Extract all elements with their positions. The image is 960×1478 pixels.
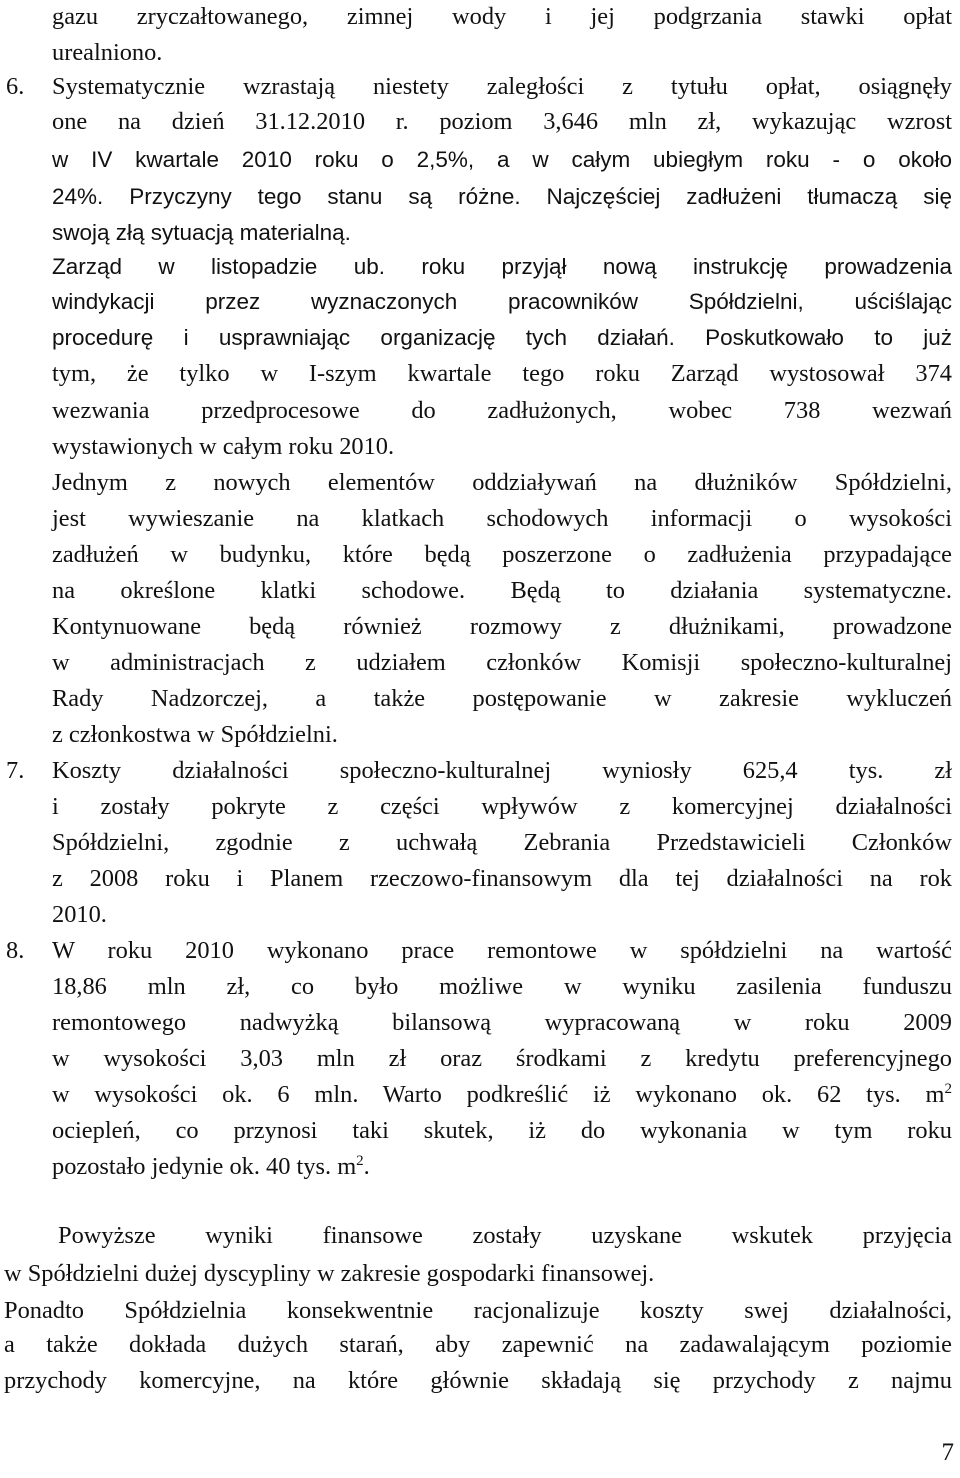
text-line: Koszty działalności społeczno-kulturalnej wyniosły 625,4 tys. zł: [52, 757, 952, 784]
text-line: Kontynuowane będą również rozmowy z dłużnikami, prowadzone: [52, 613, 952, 640]
text-line: Systematycznie wzrastają niestety zaległości z tytułu opłat, osiągnęły: [52, 73, 952, 100]
text-line: gazu zryczałtowanego, zimnej wody i jej podgrzania stawki opłat: [52, 3, 952, 30]
text-line: w administracjach z udziałem członków Komisji społeczno-kulturalnej: [52, 649, 952, 676]
text-line: w Spółdzielni dużej dyscypliny w zakresie gospodarki finansowej.: [4, 1260, 655, 1287]
text-line: w wysokości 3,03 mln zł oraz środkami z kredytu preferencyjnego: [52, 1045, 952, 1072]
superscript-two: 2: [356, 1153, 364, 1169]
text-line: z członkostwa w Spółdzielni.: [52, 721, 338, 748]
text-line: a także dokłada dużych starań, aby zapewnić na zadawalającym poziomie: [4, 1331, 952, 1358]
text-line: tym, że tylko w I-szym kwartale tego roku Zarząd wystosował 374: [52, 360, 952, 387]
superscript-two: 2: [944, 1081, 952, 1097]
text-line-content: w wysokości ok. 6 mln. Warto podkreślić iż wykonano ok. 62 tys. m: [52, 1081, 945, 1108]
text-line: i zostały pokryte z części wpływów z komercyjnej działalności: [52, 793, 952, 820]
text-line: wezwania przedprocesowe do zadłużonych, wobec 738 wezwań: [52, 397, 952, 424]
text-line-content: pozostało jedynie ok. 40 tys. m: [52, 1153, 357, 1180]
text-line: zadłużeń w budynku, które będą poszerzone o zadłużenia przypadające: [52, 541, 952, 568]
text-line: w IV kwartale 2010 roku o 2,5%, a w całym ubiegłym roku - o około: [52, 147, 952, 172]
sentence-end: .: [363, 1153, 370, 1180]
text-line: [52, 1078, 952, 1112]
text-line: remontowego nadwyżką bilansową wypracowaną w roku 2009: [52, 1009, 952, 1036]
text-line: one na dzień 31.12.2010 r. poziom 3,646 mln zł, wykazując wzrost: [52, 108, 952, 135]
text-line: procedurę i usprawniając organizację tych działań. Poskutkowało to już: [52, 325, 952, 350]
text-line: windykacji przez wyznaczonych pracowników Spółdzielni, uściślając: [52, 289, 952, 314]
text-line: ociepleń, co przynosi taki skutek, iż do wykonania w tym roku: [52, 1117, 952, 1144]
text-line: z 2008 roku i Planem rzeczowo-finansowym dla tej działalności na rok: [52, 865, 952, 892]
list-number: 8.: [6, 937, 25, 964]
text-line: Jednym z nowych elementów oddziaływań na dłużników Spółdzielni,: [52, 469, 952, 496]
text-line: urealniono.: [52, 39, 163, 66]
text-line: Spółdzielni, zgodnie z uchwałą Zebrania Przedstawicieli Członków: [52, 829, 952, 856]
list-number: 7.: [6, 757, 25, 784]
text-line: Ponadto Spółdzielnia konsekwentnie racjonalizuje koszty swej działalności,: [4, 1297, 952, 1324]
text-line: wystawionych w całym roku 2010.: [52, 433, 395, 460]
text-line: na określone klatki schodowe. Będą to działania systematyczne.: [52, 577, 952, 604]
text-line: 24%. Przyczyny tego stanu są różne. Najczęściej zadłużeni tłumaczą się: [52, 184, 952, 209]
page-number: 7: [941, 1439, 954, 1466]
text-line: jest wywieszanie na klatkach schodowych informacji o wysokości: [52, 505, 952, 532]
text-line: Powyższe wyniki finansowe zostały uzyskane wskutek przyjęcia: [58, 1222, 952, 1249]
text-line: swoją złą sytuacją materialną.: [52, 220, 351, 245]
text-line: 2010.: [52, 901, 107, 928]
text-line: W roku 2010 wykonano prace remontowe w spółdzielni na wartość: [52, 937, 952, 964]
text-line: przychody komercyjne, na które głównie składają się przychody z najmu: [4, 1367, 952, 1394]
text-line: [52, 1150, 952, 1184]
text-line: 18,86 mln zł, co było możliwe w wyniku zasilenia funduszu: [52, 973, 952, 1000]
text-line: Rady Nadzorczej, a także postępowanie w zakresie wykluczeń: [52, 685, 952, 712]
list-number: 6.: [6, 73, 25, 100]
text-line: Zarząd w listopadzie ub. roku przyjął nową instrukcję prowadzenia: [52, 254, 952, 279]
